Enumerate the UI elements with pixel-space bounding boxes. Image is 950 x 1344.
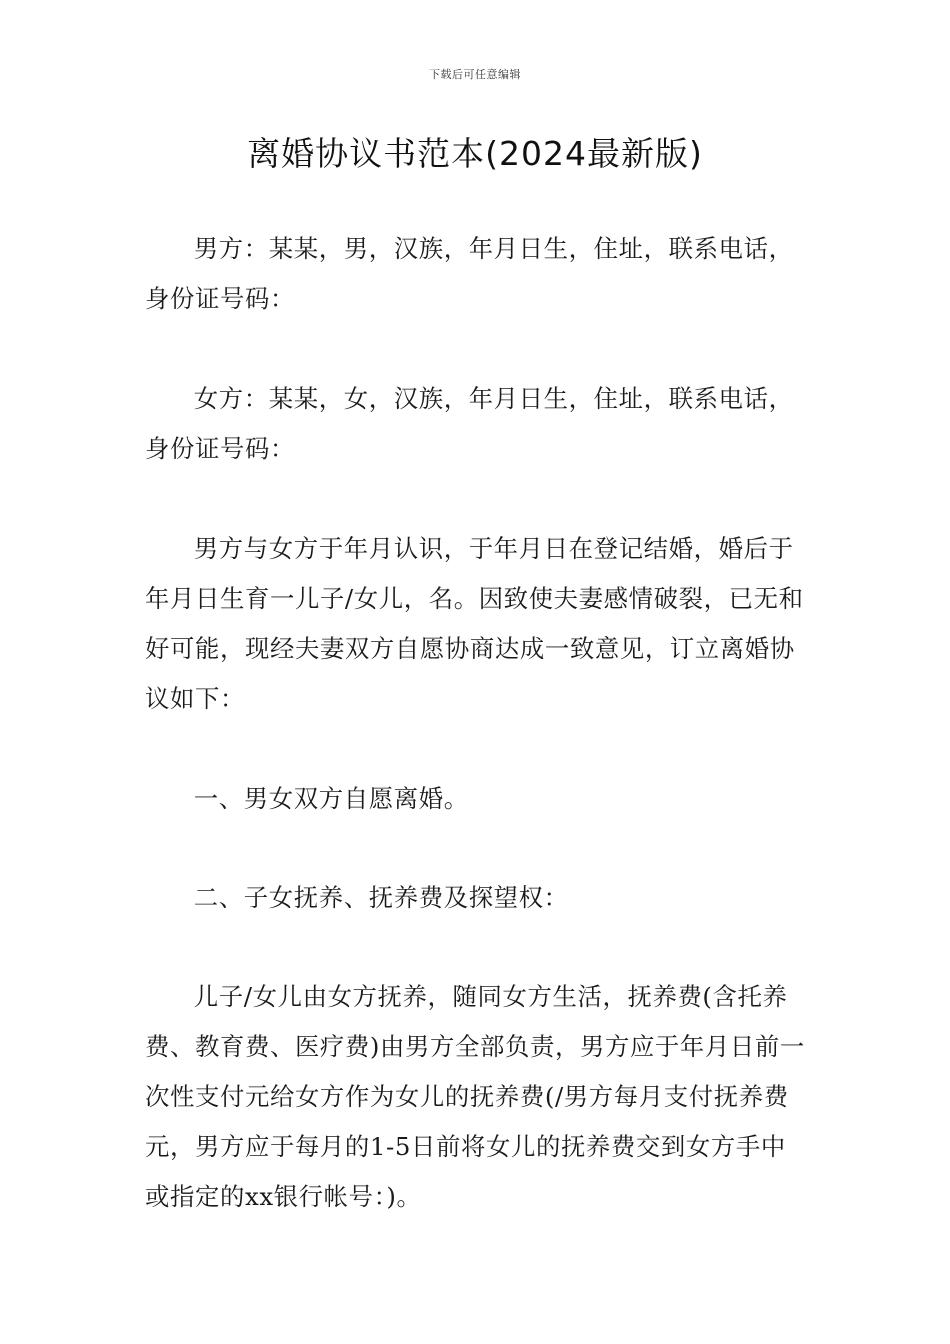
paragraph-female-party: 女方：某某，女，汉族，年月日生，住址，联系电话，身份证号码： — [145, 384, 794, 463]
document-body — [145, 224, 809, 1222]
paragraph-child-support: 儿子/女儿由女方抚养，随同女方生活，抚养费(含托养费、教育费、医疗费)由男方全部负责，男方应于年月日前一次性支付元给女方作为女儿的抚养费(/男方每月支付抚养费元，男方应于每月的1-5日前将女儿的抚养费交到女方手中或指定的xx银行帐号：)。 — [145, 982, 805, 1211]
paragraph-clause-1: 一、男女双方自愿离婚。 — [193, 784, 469, 813]
paragraph-marriage-background: 男方与女方于年月认识，于年月日在登记结婚，婚后于年月日生育一儿子/女儿，名。因致使夫妻感情破裂，已无和好可能，现经夫妻双方自愿协商达成一致意见，订立离婚协议如下： — [145, 534, 804, 713]
header-note: 下载后可任意编辑 — [429, 68, 521, 81]
paragraph-clause-2-heading: 二、子女抚养、抚养费及探望权： — [193, 883, 569, 912]
document-title: 离婚协议书范本(2024最新版) — [247, 134, 703, 173]
paragraph-male-party: 男方：某某，男，汉族，年月日生，住址，联系电话，身份证号码： — [145, 234, 794, 313]
